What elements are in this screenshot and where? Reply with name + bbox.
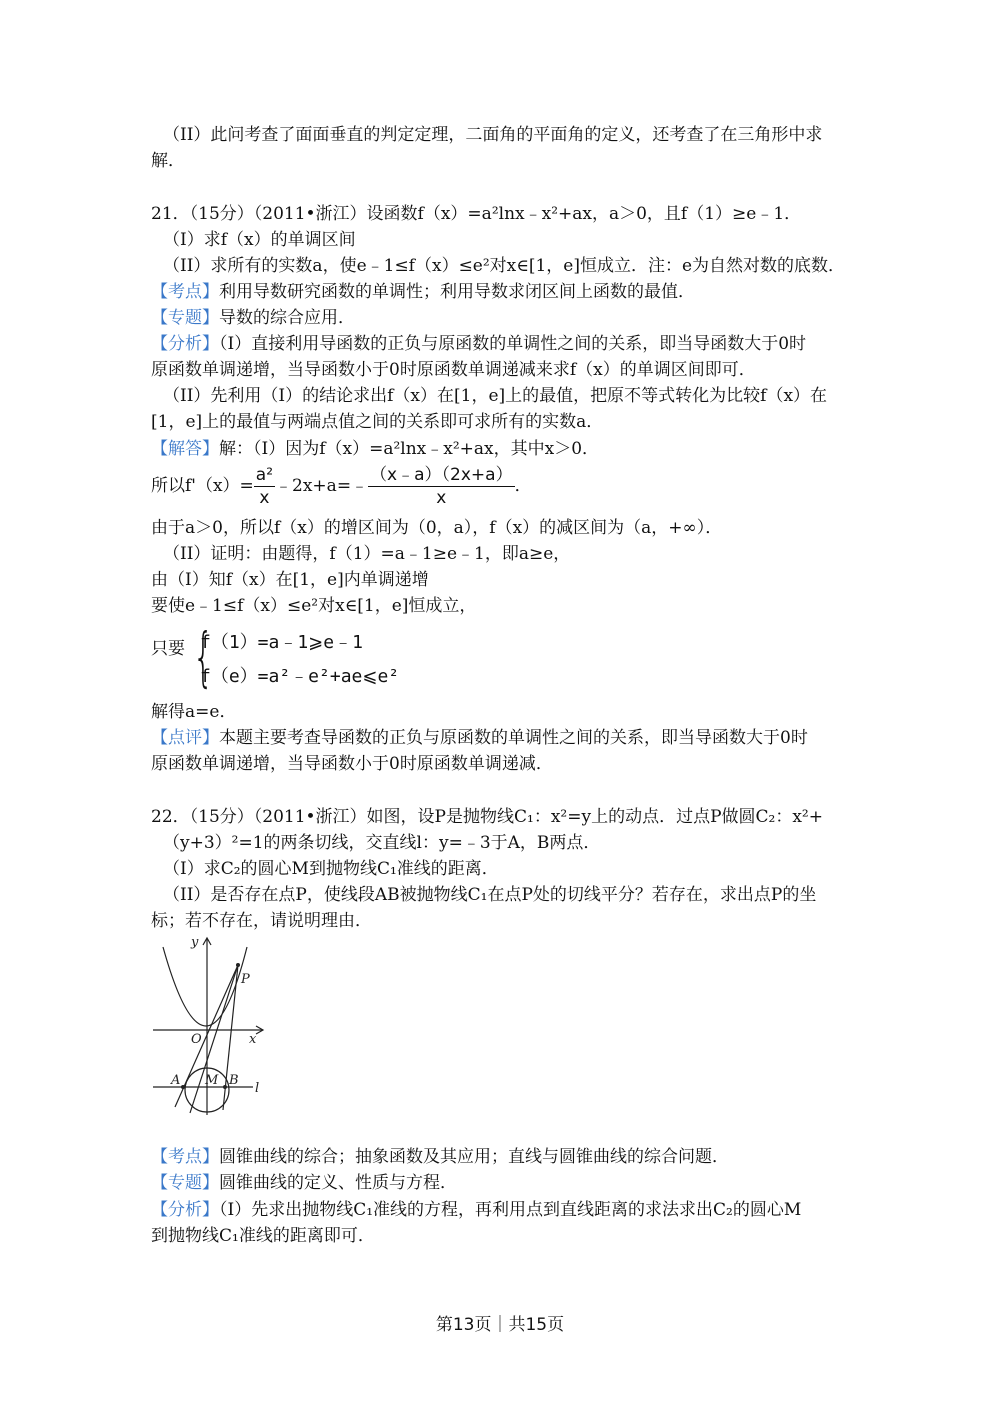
q22-part2b: 标；若不存在，请说明理由． [151,911,372,931]
system-brace: { [193,621,214,695]
page-footer: 第13页｜共15页 [435,1315,565,1335]
fenxi-text-1: （I）直接利用导函数的正负与原函数的单调性之间的关系，即当导函数大于0时 [219,334,807,354]
dianping-tag: 【点评】 [151,728,219,748]
kaodian-text: 利用导数研究函数的单调性；利用导数求闭区间上函数的最值． [219,282,695,302]
deriv-num-1: a² [255,465,274,485]
q22-zhuanti-tag: 【专题】 [151,1173,219,1193]
zhuanti-text: 导数的综合应用． [219,308,355,328]
point-b [223,1085,227,1089]
q22-kaodian [151,1146,729,1168]
system-eq-1: f（1）=a﹣1⩾e﹣1 [200,632,363,653]
label-y: y [191,935,199,950]
q22-fenxi-tag: 【分析】 [151,1200,219,1220]
q22-fenxi-text-1: （I）先求出抛物线C₁准线的方程，再利用点到直线距离的求法求出C₂的圆心M [219,1200,802,1220]
deriv-den-1: x [259,488,270,508]
q21-fenxi-2: 原函数单调递增，当导函数小于0时原函数单调递减来求f（x）的单调区间即可． [151,360,756,380]
q21-heading: 21．（15分）（2011•浙江）设函数f（x）=a²lnx﹣x²+ax，a＞0，且f（1）≥e﹣1． [151,204,802,224]
q21-part2: （II）求所有的实数a，使e﹣1≤f（x）≤e²对x∈[1，e]恒成立．注：e为自然对数的底数． [163,256,846,276]
label-p: P [241,972,250,987]
q22-fenxi-1 [151,1199,801,1221]
q21-dianping-1 [151,727,808,749]
q22-kaodian-text: 圆锥曲线的综合；抽象函数及其应用；直线与圆锥曲线的综合问题． [219,1147,729,1167]
fenxi-tag: 【分析】 [151,334,219,354]
deriv-num-2: （x﹣a）（2x+a） [370,465,513,485]
deriv-den-2: x [436,488,447,508]
q22-zhuanti-text: 圆锥曲线的定义、性质与方程． [219,1173,457,1193]
q22-kaodian-tag: 【考点】 [151,1147,219,1167]
prev-line-1: （II）此问考查了面面垂直的判定定理，二面角的平面角的定义，还考查了在三角形中求 [163,125,823,145]
jieda-tag: 【解答】 [151,439,219,459]
q21-zhuanti [151,307,355,329]
q21-proof-1: （II）证明：由题得，f（1）=a﹣1≥e﹣1，即a≥e， [163,544,571,564]
label-m: M [205,1073,219,1088]
q22-heading-2: （y+3）²=1的两条切线，交直线l：y=﹣3于A，B两点． [163,833,601,853]
point-a [181,1085,185,1089]
only-need: 只要 [151,639,185,659]
zhuanti-tag: 【专题】 [151,308,219,328]
label-l: l [255,1081,260,1096]
q21-derivative [151,464,532,509]
deriv-prefix: 所以f'（x）= [151,476,254,496]
system-eq-2: f（e）=a²﹣e²+ae⩽e² [200,666,400,687]
deriv-frac-1 [254,464,275,509]
point-p [236,963,240,967]
parabola-c1 [163,947,247,1026]
q22-fenxi-2: 到抛物线C₁准线的距离即可． [151,1226,375,1246]
q21-fenxi-3: （II）先利用（I）的结论求出f（x）在[1，e]上的最值，把原不等式转化为比较f（x）在 [163,386,828,406]
parabola-circle-figure [145,935,275,1120]
q21-solve: 解得a=e． [151,702,237,722]
label-b: B [229,1073,239,1088]
deriv-end: ． [514,476,532,496]
q22-zhuanti [151,1172,457,1194]
prev-line-2: 解． [151,151,185,171]
label-a: A [171,1073,181,1088]
q21-part1: （I）求f（x）的单调区间 [163,230,356,250]
q21-dianping-2: 原函数单调递增，当导函数小于0时原函数单调递减． [151,754,553,774]
q22-part1: （I）求C₂的圆心M到抛物线C₁准线的距离． [163,859,499,879]
q21-kaodian [151,281,695,303]
deriv-frac-2 [368,464,515,509]
label-o: O [191,1032,202,1047]
q21-jieda-1 [151,438,599,460]
label-x: x [249,1032,257,1047]
jieda-text-1: 解：（I）因为f（x）=a²lnx﹣x²+ax，其中x＞0． [219,439,600,459]
q21-proof-2: 由（I）知f（x）在[1，e]内单调递增 [151,570,429,590]
dianping-text-1: 本题主要考查导函数的正负与原函数的单调性之间的关系，即当导函数大于0时 [219,728,808,748]
deriv-mid: ﹣2x+a=﹣ [275,476,369,496]
q21-intervals: 由于a＞0，所以f（x）的增区间为（0，a），f（x）的减区间为（a，+∞）． [151,518,723,538]
kaodian-tag: 【考点】 [151,282,219,302]
q21-fenxi-4: [1，e]上的最值与两端点值之间的关系即可求所有的实数a． [151,412,604,432]
q22-heading-1: 22．（15分）（2011•浙江）如图，设P是抛物线C₁：x²=y上的动点．过点P做圆C₂：x²+ [151,807,823,827]
q22-part2a: （II）是否存在点P，使线段AB被抛物线C₁在点P处的切线平分？若存在，求出点P的坐 [163,885,817,905]
q21-proof-3: 要使e﹣1≤f（x）≤e²对x∈[1，e]恒成立， [151,596,477,616]
q21-fenxi-1 [151,333,806,355]
